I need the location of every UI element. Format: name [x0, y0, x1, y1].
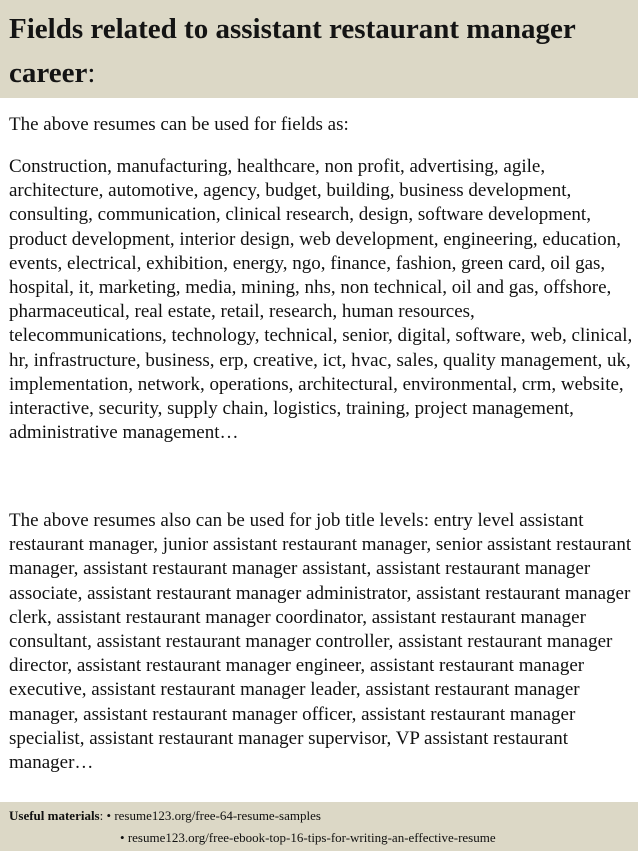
footer-label: Useful materials — [9, 808, 100, 823]
footer-useful-materials — [0, 802, 638, 851]
title-band — [0, 0, 638, 98]
footer-label-suffix: : — [99, 808, 107, 823]
fields-list: Construction, manufacturing, healthcare, non profit, advertising, agile, architecture, automotive, agency, budget, building, business development, consulting, communication, clinical research, design, software development, product development, interior design, web development, engineering, education, events, electrical, exhibition, energy, ngo, finance, fashion, green card, oil gas, hospital, it, marketing, media, mining, nhs, non technical, oil and gas, offshore, pharmaceutical, real estate, retail, research, human resources, telecommunications, technology, technical, senior, digital, software, web, clinical, hr, infrastructure, business, erp, creative, ict, hvac, sales, quality management, uk, implementation, network, operations, architectural, environmental, crm, website, interactive, security, supply chain, logistics, training, project management, administrative management… — [9, 156, 633, 444]
link-ebook-tips[interactable]: resume123.org/free-ebook-top-16-tips-for-writing-an-effective-resume — [127, 830, 496, 845]
bullet-icon: • — [106, 808, 112, 823]
page-title-text: Fields related to assistant restaurant manager career — [9, 13, 576, 89]
bullet-icon: • — [120, 830, 125, 845]
intro-text: The above resumes can be used for fields as: — [9, 114, 349, 135]
page-title — [9, 7, 629, 95]
job-title-levels: The above resumes also can be used for job title levels: entry level assistant restaurant manager, junior assistant restaurant manager, senior assistant restaurant manager, assistant restaurant manager assistant, assistant restaurant manager associate, assistant restaurant manager administrator, assistant restaurant manager clerk, assistant restaurant manager coordinator, assistant restaurant manager consultant, assistant restaurant manager controller, assistant restaurant manager director, assistant restaurant manager engineer, assistant restaurant manager executive, assistant restaurant manager leader, assistant restaurant manager manager, assistant restaurant manager officer, assistant restaurant manager specialist, assistant restaurant manager supervisor, VP assistant restaurant manager… — [9, 510, 632, 774]
footer-row-2 — [120, 830, 496, 846]
link-resume-samples[interactable]: resume123.org/free-64-resume-samples — [114, 808, 321, 823]
page-title-colon: : — [87, 57, 96, 89]
footer-row-1 — [9, 808, 321, 824]
